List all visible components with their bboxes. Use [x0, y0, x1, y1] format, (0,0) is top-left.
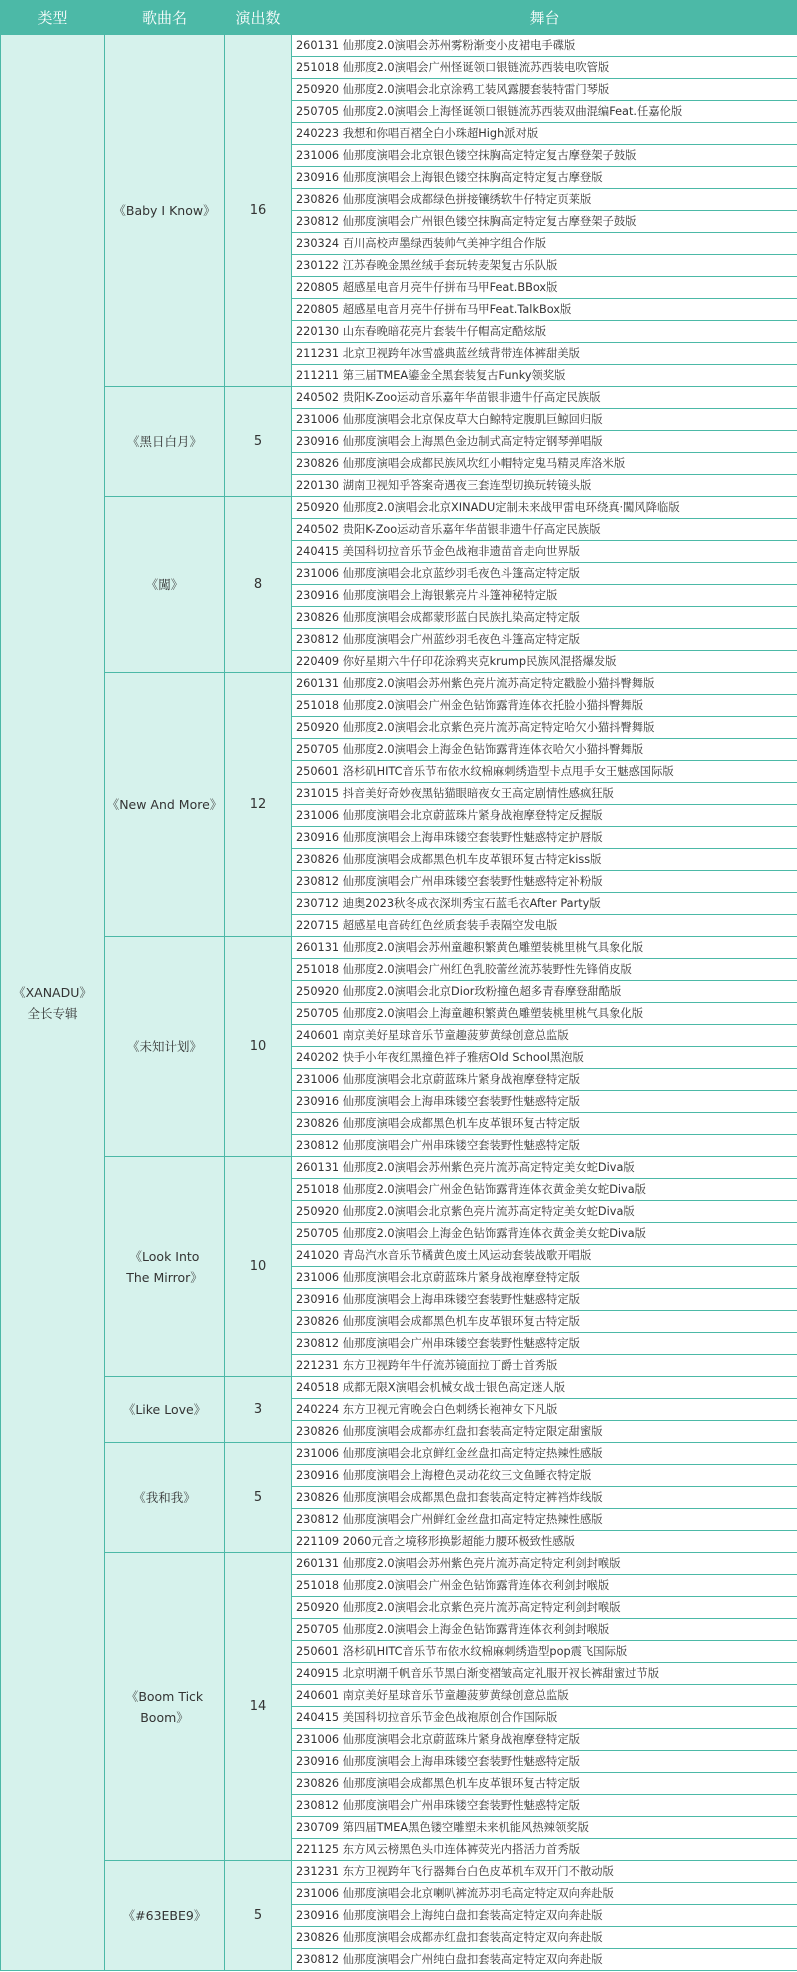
stage-cell: 250705 仙那度2.0演唱会上海怪诞领口银链流苏西装双曲混编Feat.任嘉伦版: [292, 101, 797, 123]
stage-cell: 250601 洛杉矶HITC音乐节布依水纹棉麻刺绣造型pop震飞国际版: [292, 1641, 797, 1663]
stage-cell: 231006 仙那度演唱会北京蔚蓝珠片紧身战袍摩登特定版: [292, 1069, 797, 1091]
stage-cell: 220715 超感星电音砖红色丝质套装手表隔空发电版: [292, 915, 797, 937]
song-name-cell: 《未知计划》: [105, 937, 225, 1157]
stage-cell: 240224 东方卫视元宵晚会白色刺绣长袍神女下凡版: [292, 1399, 797, 1421]
table-row: [1, 1443, 797, 1465]
stage-cell: 240601 南京美好星球音乐节童趣菠萝黄绿创意总监版: [292, 1025, 797, 1047]
performance-count-cell: 16: [225, 35, 292, 387]
stage-cell: 211211 第三届TMEA鎏金全黑套装复古Funky领奖版: [292, 365, 797, 387]
stage-cell: 220805 超感星电音月亮牛仔拼布马甲Feat.BBox版: [292, 277, 797, 299]
stage-cell: 230916 仙那度演唱会上海黑色金边制式高定特定钢琴弹唱版: [292, 431, 797, 453]
stage-cell: 230812 仙那度演唱会广州鲜红金丝盘扣高定特定热辣性感版: [292, 1509, 797, 1531]
stage-cell: 230826 仙那度演唱会成都黑色机车皮革银环复古特定版: [292, 1311, 797, 1333]
stage-cell: 230826 仙那度演唱会成都绿色拼接镶绣软牛仔特定页莱版: [292, 189, 797, 211]
stage-cell: 250705 仙那度2.0演唱会上海金色钻饰露背连体衣黄金美女蛇Diva版: [292, 1223, 797, 1245]
table-row: [1, 1861, 797, 1883]
stage-cell: 231006 仙那度演唱会北京银色镂空抹胸高定特定复古摩登架子鼓版: [292, 145, 797, 167]
song-name-cell: 《我和我》: [105, 1443, 225, 1553]
stage-cell: 250705 仙那度2.0演唱会上海金色钻饰露背连体衣哈欠小猫抖臀舞版: [292, 739, 797, 761]
stage-cell: 230812 仙那度演唱会广州蓝纱羽毛夜色斗篷高定特定版: [292, 629, 797, 651]
stage-cell: 260131 仙那度2.0演唱会苏州紫色亮片流苏高定特定利剑封喉版: [292, 1553, 797, 1575]
stage-cell: 230916 仙那度演唱会上海串珠镂空套装野性魅惑特定护唇版: [292, 827, 797, 849]
stage-cell: 230916 仙那度演唱会上海银色镂空抹胸高定特定复古摩登版: [292, 167, 797, 189]
stage-cell: 220130 山东春晚暗花亮片套装牛仔帽高定酷炫版: [292, 321, 797, 343]
stage-cell: 230826 仙那度演唱会成都赤红盘扣套装高定特定限定甜蜜版: [292, 1421, 797, 1443]
stage-cell: 240601 南京美好星球音乐节童趣菠萝黄绿创意总监版: [292, 1685, 797, 1707]
stage-cell: 240518 成都无限X演唱会机械女战士银色高定迷人版: [292, 1377, 797, 1399]
stage-cell: 230916 仙那度演唱会上海串珠镂空套装野性魅惑特定版: [292, 1751, 797, 1773]
stage-cell: 260131 仙那度2.0演唱会苏州雾粉渐变小皮裙电手碟版: [292, 35, 797, 57]
header-song: 歌曲名: [105, 1, 225, 35]
stage-cell: 211231 北京卫视跨年冰雪盛典蓝丝绒背带连体裤甜美版: [292, 343, 797, 365]
stage-cell: 240223 我想和你唱百褶全白小珠超High派对版: [292, 123, 797, 145]
stage-cell: 251018 仙那度2.0演唱会广州金色钻饰露背连体衣黄金美女蛇Diva版: [292, 1179, 797, 1201]
stage-cell: 230812 仙那度演唱会广州银色镂空抹胸高定特定复古摩登架子鼓版: [292, 211, 797, 233]
performance-count-cell: 14: [225, 1553, 292, 1861]
table-row: [1, 937, 797, 959]
stage-cell: 221109 2060元音之境移形换影超能力腰环极致性感版: [292, 1531, 797, 1553]
stage-cell: 231006 仙那度演唱会北京蔚蓝珠片紧身战袍摩登特定版: [292, 1267, 797, 1289]
table-row: [1, 673, 797, 695]
stage-cell: 230826 仙那度演唱会成都蒙形蓝白民族扎染高定特定版: [292, 607, 797, 629]
stage-cell: 220130 湖南卫视知乎答案奇遇夜三套连型切换玩转镜头版: [292, 475, 797, 497]
song-name-cell: 《Boom Tick Boom》: [105, 1553, 225, 1861]
stage-cell: 251018 仙那度2.0演唱会广州红色乳胶蕾丝流苏装野性先锋俏皮版: [292, 959, 797, 981]
stage-cell: 221125 东方风云榜黑色头巾连体裤荧光内搭活力首秀版: [292, 1839, 797, 1861]
stage-cell: 231006 仙那度演唱会北京蓝纱羽毛夜色斗篷高定特定版: [292, 563, 797, 585]
performance-count-cell: 10: [225, 937, 292, 1157]
stage-cell: 230916 仙那度演唱会上海银紫亮片斗篷神秘特定版: [292, 585, 797, 607]
stage-cell: 240915 北京明潮千帆音乐节黑白渐变褶皱高定礼服开衩长裤甜蜜过节版: [292, 1663, 797, 1685]
stage-cell: 230812 仙那度演唱会广州串珠镂空套装野性魅惑特定版: [292, 1333, 797, 1355]
table-row: [1, 387, 797, 409]
stage-cell: 231006 仙那度演唱会北京保皮草大白鲸特定腹肌巨鲸回归版: [292, 409, 797, 431]
stage-cell: 240202 快手小年夜红黑撞色袢子雅痞Old School黑泡版: [292, 1047, 797, 1069]
stage-cell: 250705 仙那度2.0演唱会上海童趣积繁黄色雕塑装桃里桃气具象化版: [292, 1003, 797, 1025]
stage-cell: 250920 仙那度2.0演唱会北京Dior玫粉撞色超多青春摩登甜酷版: [292, 981, 797, 1003]
stage-cell: 230812 仙那度演唱会广州纯白盘扣套装高定特定双向奔赴版: [292, 1949, 797, 1971]
stage-cell: 230826 仙那度演唱会成都黑色机车皮革银环复古特定kiss版: [292, 849, 797, 871]
stage-cell: 231006 仙那度演唱会北京蔚蓝珠片紧身战袍摩登特定反握版: [292, 805, 797, 827]
stage-cell: 250920 仙那度2.0演唱会北京紫色亮片流苏高定特定哈欠小猫抖臀舞版: [292, 717, 797, 739]
song-name-cell: 《闖》: [105, 497, 225, 673]
stage-cell: 260131 仙那度2.0演唱会苏州紫色亮片流苏高定特定美女蛇Diva版: [292, 1157, 797, 1179]
stage-cell: 250920 仙那度2.0演唱会北京紫色亮片流苏高定特定美女蛇Diva版: [292, 1201, 797, 1223]
stage-cell: 250920 仙那度2.0演唱会北京XINADU定制未来战甲雷电环绕真·闖风降临版: [292, 497, 797, 519]
stage-cell: 230916 仙那度演唱会上海串珠镂空套装野性魅惑特定版: [292, 1091, 797, 1113]
stage-cell: 230916 仙那度演唱会上海橙色灵动花纹三文鱼睡衣特定版: [292, 1465, 797, 1487]
performance-count-cell: 8: [225, 497, 292, 673]
stage-cell: 230709 第四届TMEA黑色镂空雕塑未来机能风热辣领奖版: [292, 1817, 797, 1839]
stage-cell: 240415 美国科切拉音乐节金色战袍非遗苗音走向世界版: [292, 541, 797, 563]
stage-cell: 260131 仙那度2.0演唱会苏州紫色亮片流苏高定特定戳脸小猫抖臀舞版: [292, 673, 797, 695]
header-row: [1, 1, 797, 35]
stage-cell: 240502 贵阳K-Zoo运动音乐嘉年华苗银非遗牛仔高定民族版: [292, 519, 797, 541]
stage-cell: 240415 美国科切拉音乐节金色战袍原创合作国际版: [292, 1707, 797, 1729]
stage-cell: 230712 迪奥2023秋冬成衣深圳秀宝石蓝毛衣After Party版: [292, 893, 797, 915]
stage-cell: 230812 仙那度演唱会广州串珠镂空套装野性魅惑特定版: [292, 1795, 797, 1817]
performance-count-cell: 5: [225, 387, 292, 497]
performance-count-cell: 12: [225, 673, 292, 937]
stage-cell: 230916 仙那度演唱会上海串珠镂空套装野性魅惑特定版: [292, 1289, 797, 1311]
song-name-cell: [105, 1157, 225, 1377]
stage-cell: 230826 仙那度演唱会成都赤红盘扣套装高定特定双向奔赴版: [292, 1927, 797, 1949]
stage-cell: 230812 仙那度演唱会广州串珠镂空套装野性魅惑特定版: [292, 1135, 797, 1157]
song-name-cell: 《Like Love》: [105, 1377, 225, 1443]
stage-cell: 221231 东方卫视跨年牛仔流苏镜面拉丁爵士首秀版: [292, 1355, 797, 1377]
song-name-line: 《Look Into: [129, 1248, 200, 1264]
table-body: [1, 35, 797, 1971]
performance-count-cell: 3: [225, 1377, 292, 1443]
stage-cell: 231006 仙那度演唱会北京喇叭裤流苏羽毛高定特定双向奔赴版: [292, 1883, 797, 1905]
stage-cell: 230826 仙那度演唱会成都民族风坎红小帽特定鬼马精灵库洛米版: [292, 453, 797, 475]
stage-cell: 250920 仙那度2.0演唱会北京涂鸦工装风露腰套装特雷门琴版: [292, 79, 797, 101]
performance-count-cell: 5: [225, 1443, 292, 1553]
table-row: [1, 1377, 797, 1399]
album-type-cell: [1, 35, 105, 1971]
stage-cell: 231015 抖音美好奇妙夜黑钻猫眼暗夜女王高定剧情性感疯狂版: [292, 783, 797, 805]
stage-cell: 250920 仙那度2.0演唱会北京紫色亮片流苏高定特定利剑封喉版: [292, 1597, 797, 1619]
stage-cell: 251018 仙那度2.0演唱会广州金色钻饰露背连体衣托脸小猫抖臀舞版: [292, 695, 797, 717]
table-row: [1, 35, 797, 57]
stage-cell: 220805 超感星电音月亮牛仔拼布马甲Feat.TalkBox版: [292, 299, 797, 321]
stage-cell: 240502 贵阳K-Zoo运动音乐嘉年华苗银非遗牛仔高定民族版: [292, 387, 797, 409]
header-stage: 舞台: [292, 1, 797, 35]
stage-cell: 230812 仙那度演唱会广州串珠镂空套装野性魅惑特定补粉版: [292, 871, 797, 893]
album-type: 全长专辑: [27, 1005, 78, 1021]
album-title: 《XANADU》: [13, 984, 92, 1000]
header-type: 类型: [1, 1, 105, 35]
stage-cell: 231006 仙那度演唱会北京鲜红金丝盘扣高定特定热辣性感版: [292, 1443, 797, 1465]
stage-cell: 241020 青岛汽水音乐节橘黄色废土风运动套装战歌开唱版: [292, 1245, 797, 1267]
table-row: [1, 1553, 797, 1575]
table-row: [1, 1157, 797, 1179]
stage-cell: 231006 仙那度演唱会北京蔚蓝珠片紧身战袍摩登特定版: [292, 1729, 797, 1751]
stage-cell: 250705 仙那度2.0演唱会上海金色钻饰露背连体衣利剑封喉版: [292, 1619, 797, 1641]
stage-cell: 251018 仙那度2.0演唱会广州怪诞领口银链流苏西装电吹管版: [292, 57, 797, 79]
stage-cell: 230122 江苏春晚金黑丝绒手套玩转麦架复古乐队版: [292, 255, 797, 277]
song-name-line: The Mirror》: [126, 1269, 203, 1285]
stage-cell: 251018 仙那度2.0演唱会广州金色钻饰露背连体衣利剑封喉版: [292, 1575, 797, 1597]
stage-cell: 230826 仙那度演唱会成都黑色机车皮革银环复古特定版: [292, 1773, 797, 1795]
stage-cell: 250601 洛杉矶HITC音乐节布依水纹棉麻刺绣造型卡点甩手女王魅惑国际版: [292, 761, 797, 783]
performance-count-cell: 10: [225, 1157, 292, 1377]
song-name-cell: 《Baby I Know》: [105, 35, 225, 387]
stage-cell: 231231 东方卫视跨年飞行器舞台白色皮革机车双开门不散动版: [292, 1861, 797, 1883]
table-row: [1, 497, 797, 519]
song-name-cell: 《#63EBE9》: [105, 1861, 225, 1971]
stage-cell: 220409 你好星期六牛仔印花涂鸦夹克krump民族风混搭爆发版: [292, 651, 797, 673]
stage-cell: 230826 仙那度演唱会成都黑色机车皮革银环复古特定版: [292, 1113, 797, 1135]
song-name-cell: 《黑日白月》: [105, 387, 225, 497]
song-name-cell: 《New And More》: [105, 673, 225, 937]
stage-cell: 230324 百川高校声墨绿西装帅气美神字组合作版: [292, 233, 797, 255]
stage-cell: 230916 仙那度演唱会上海纯白盘扣套装高定特定双向奔赴版: [292, 1905, 797, 1927]
stage-cell: 260131 仙那度2.0演唱会苏州童趣积繁黄色雕塑装桃里桃气具象化版: [292, 937, 797, 959]
header-count: 演出数: [225, 1, 292, 35]
stage-cell: 230826 仙那度演唱会成都黑色盘扣套装高定特定裤裆炸线版: [292, 1487, 797, 1509]
performance-count-cell: 5: [225, 1861, 292, 1971]
